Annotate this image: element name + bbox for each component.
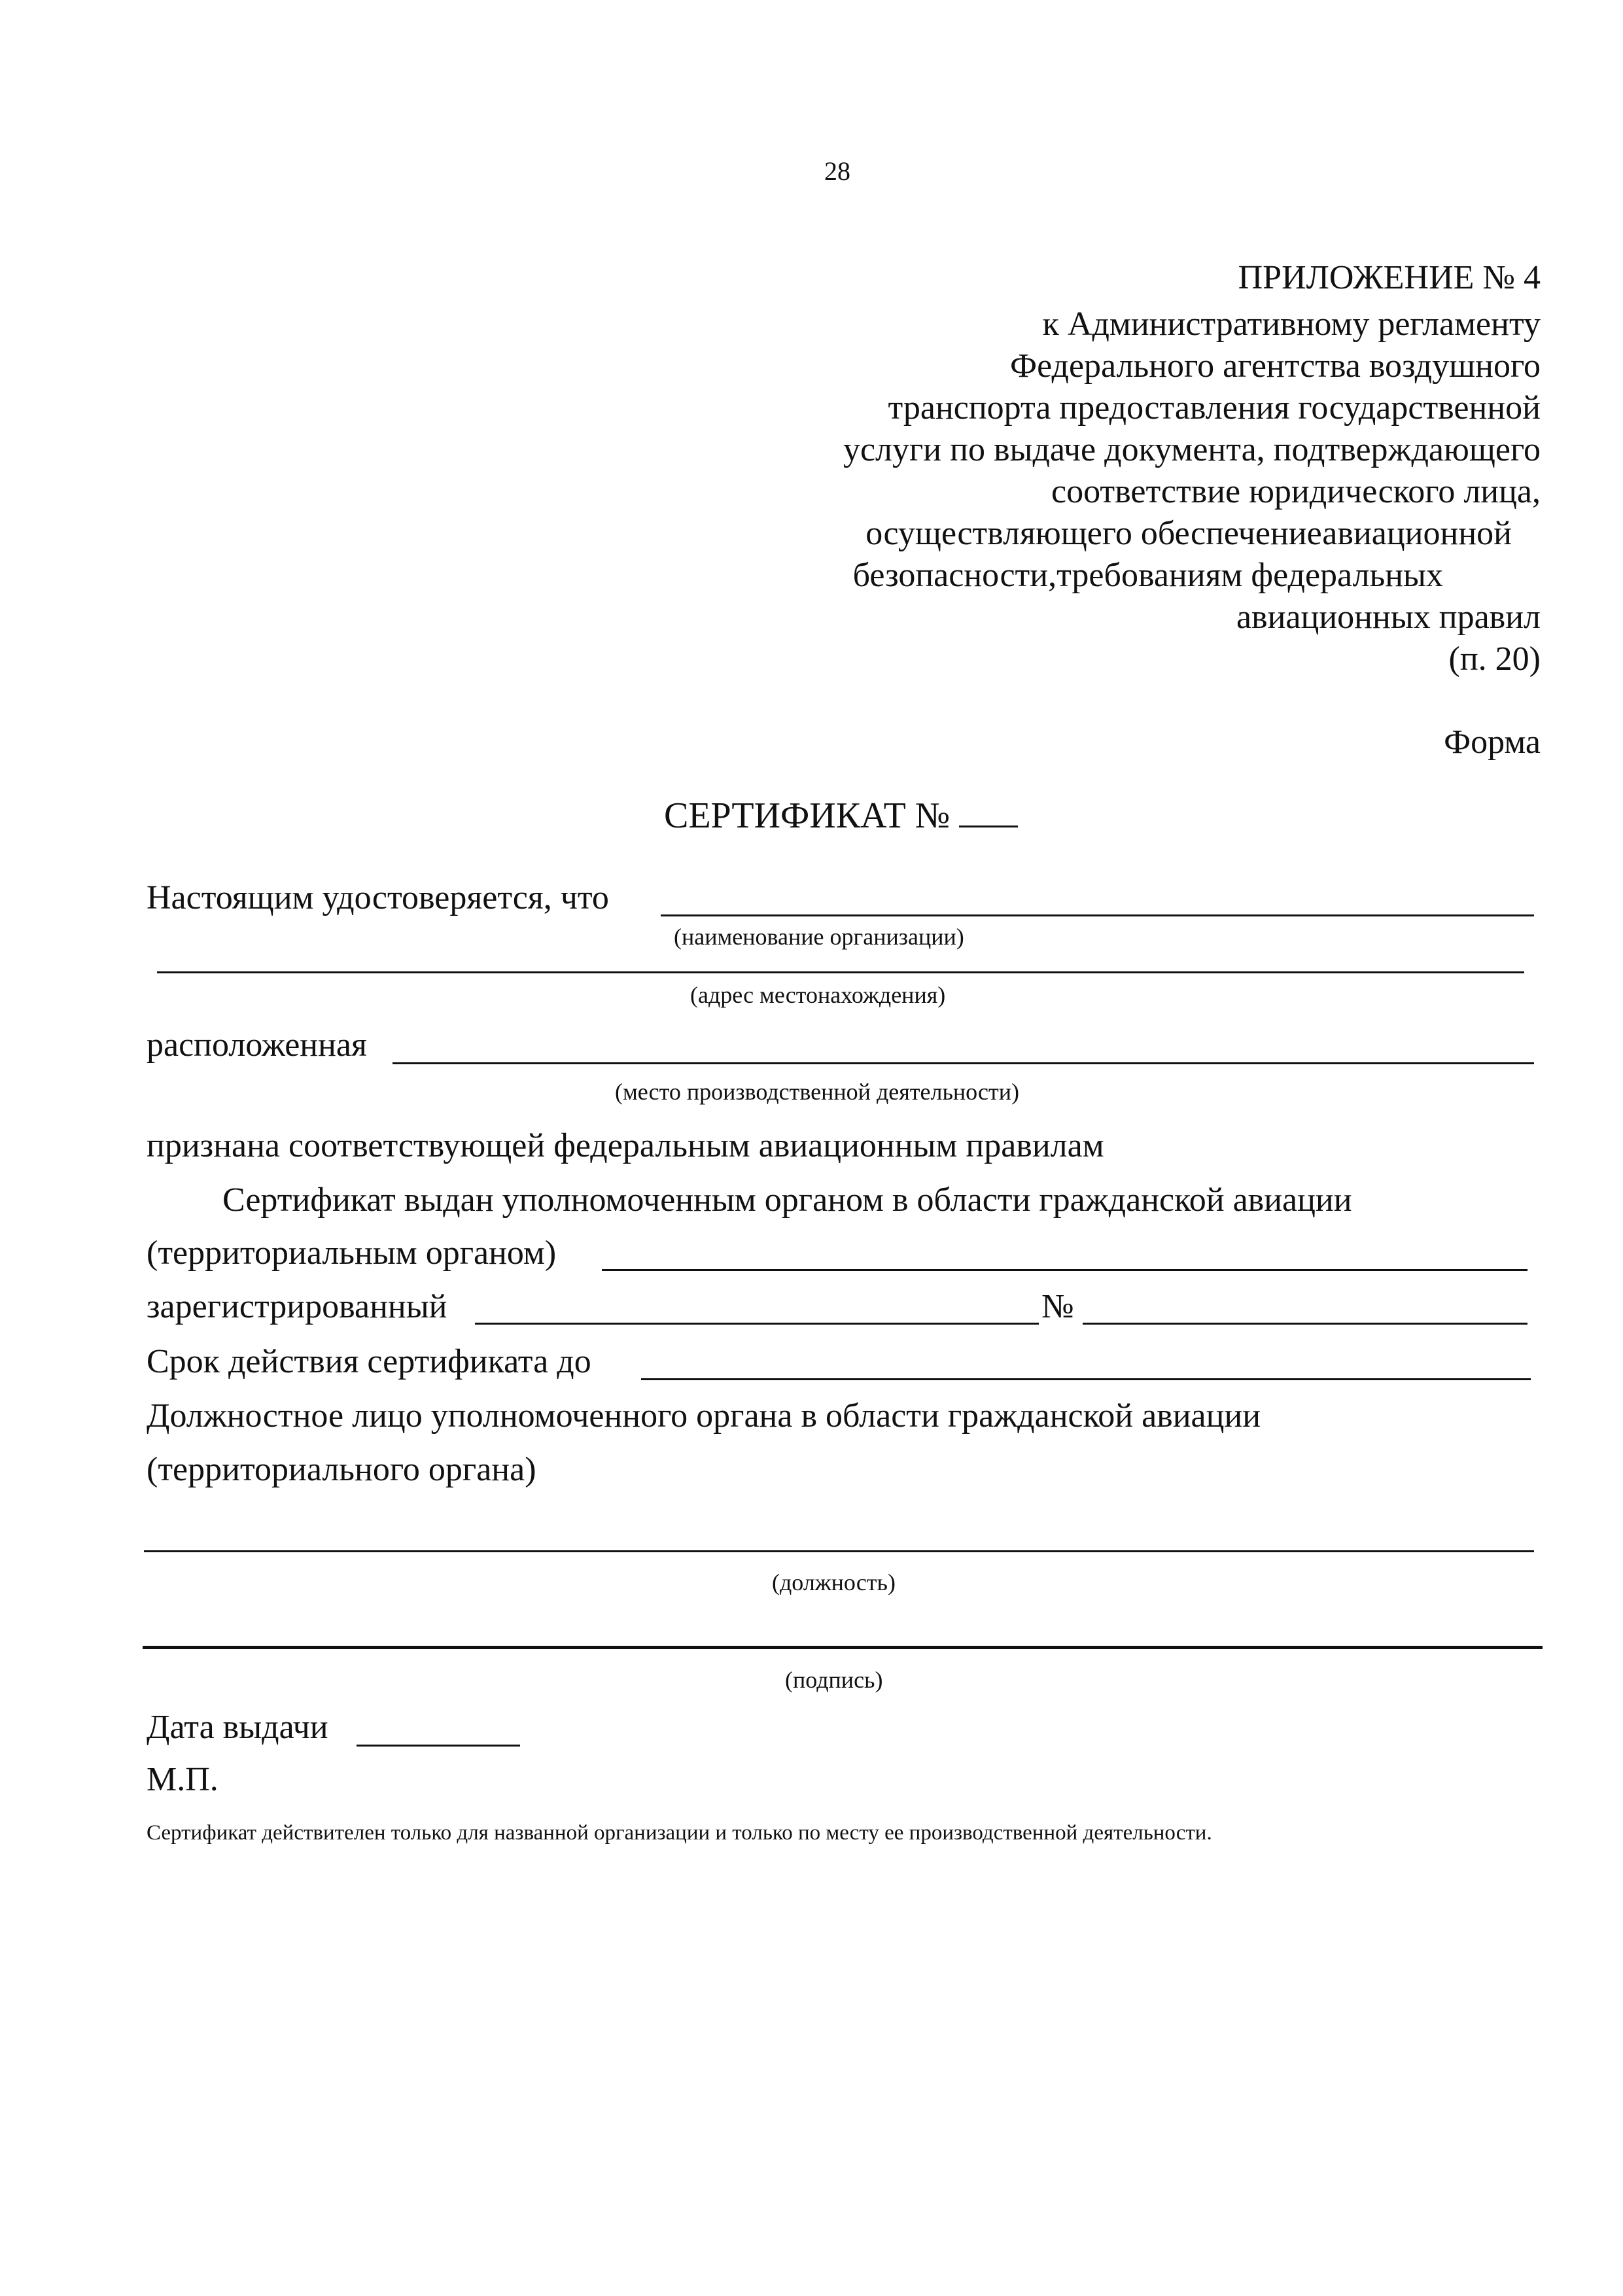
validity-label: Срок действия сертификата до: [147, 1343, 591, 1380]
appendix-line: услуги по выдаче документа, подтверждающего: [843, 431, 1541, 468]
certificate-title: СЕРТИФИКАТ №: [664, 795, 1018, 837]
appendix-line: Федерального агентства воздушного: [1010, 347, 1541, 385]
form-label: Форма: [1444, 723, 1541, 761]
place-field[interactable]: [393, 1062, 1534, 1064]
appendix-line: авиационных правил: [1236, 599, 1541, 636]
appendix-line: соответствие юридического лица,: [1051, 473, 1541, 510]
appendix-line: осуществляющего обеспечениеавиационной: [865, 515, 1512, 552]
appendix-line: к Административному регламенту: [1042, 305, 1541, 343]
registered-field[interactable]: [475, 1323, 1039, 1325]
certify-label: Настоящим удостоверяется, что: [147, 879, 609, 916]
address-caption: (адрес местонахождения): [690, 982, 946, 1008]
validity-field[interactable]: [641, 1378, 1531, 1380]
org-name-caption: (наименование организации): [674, 924, 964, 950]
issued-text: Сертификат выдан уполномоченным органом в области гражданской авиации: [222, 1181, 1352, 1219]
position-field[interactable]: [144, 1550, 1534, 1552]
territorial-field[interactable]: [602, 1269, 1527, 1271]
appendix-line: (п. 20): [1448, 640, 1541, 678]
signature-caption: (подпись): [785, 1667, 883, 1693]
signature-field[interactable]: [143, 1646, 1543, 1649]
seal-label: М.П.: [147, 1761, 218, 1798]
territorial-label: (территориальным органом): [147, 1234, 557, 1272]
org-name-field[interactable]: [661, 914, 1534, 916]
page-number: 28: [824, 156, 850, 186]
appendix-line: транспорта предоставления государственной: [888, 389, 1541, 426]
number-sign: №: [1041, 1288, 1074, 1325]
appendix-title: ПРИЛОЖЕНИЕ № 4: [1238, 259, 1541, 296]
issue-date-label: Дата выдачи: [147, 1709, 328, 1746]
appendix-line: безопасности,требованиям федеральных: [852, 557, 1443, 594]
footnote: Сертификат действителен только для названной организации и только по месту ее производственной деятельности.: [147, 1821, 1212, 1845]
official-text: Должностное лицо уполномоченного органа в области гражданской авиации: [147, 1397, 1261, 1435]
issue-date-field[interactable]: [357, 1745, 520, 1747]
registration-number-field[interactable]: [1083, 1323, 1527, 1325]
official-text-2: (территориального органа): [147, 1451, 536, 1488]
recognized-text: признана соответствующей федеральным авиационным правилам: [147, 1127, 1104, 1164]
place-caption: (место производственной деятельности): [615, 1079, 1020, 1105]
position-caption: (должность): [772, 1569, 896, 1595]
address-field[interactable]: [157, 971, 1524, 973]
registered-label: зарегистрированный: [147, 1288, 447, 1325]
located-label: расположенная: [147, 1026, 367, 1064]
